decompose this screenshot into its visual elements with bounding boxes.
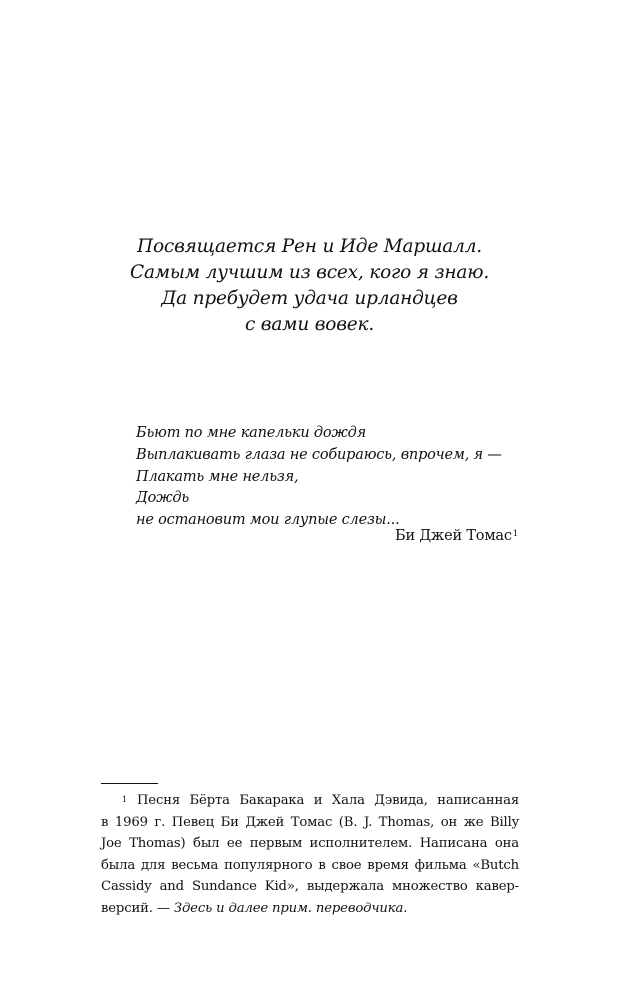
epigraph-author: Би Джей Томас <box>395 528 512 544</box>
epigraph <box>136 423 516 532</box>
epigraph-line: Бьют по мне капельки дождя <box>136 425 367 441</box>
footnote-translator-note: Здесь и далее прим. переводчика. <box>173 900 408 916</box>
footnote-line: Cassidy and Sundance Kid», выдержала множество кавер- <box>101 879 519 895</box>
footnote-line <box>101 898 519 920</box>
dedication <box>100 234 519 338</box>
epigraph-line: Плакать мне нельзя, <box>136 468 299 485</box>
dedication-line: Самым лучшим из всех, кого я знаю. <box>130 262 489 283</box>
footnote-last-plain: версий. — <box>101 900 174 916</box>
epigraph-line: Выплакивать глаза не собираюсь, впрочем, я — <box>136 446 502 463</box>
epigraph-line: Дождь <box>136 490 190 507</box>
epigraph-line: не остановит мои глупые слезы... <box>136 512 400 529</box>
dedication-line: Да пребудет удача ирландцев <box>161 288 458 309</box>
footnote-line: в 1969 г. Певец Би Джей Томас (B. J. Thomas, он же Billy <box>101 814 519 830</box>
footnote-line <box>101 790 519 812</box>
epigraph-attribution <box>395 526 518 546</box>
footnote-line: была для весьма популярного в свое время фильма «Butch <box>101 857 519 873</box>
footnote <box>101 790 519 920</box>
dedication-line: с вами вовек. <box>244 314 375 335</box>
footnote-rule <box>101 783 158 784</box>
footnote-mark: 1 <box>122 795 127 804</box>
dedication-line: Посвящается Рен и Иде Маршалл. <box>137 236 482 257</box>
footnote-line-text: Песня Бёрта Бакарака и Хала Дэвида, написанная <box>136 793 519 808</box>
footnote-reference: 1 <box>512 529 518 539</box>
footnote-line: Joe Thomas) был ее первым исполнителем. Написана она <box>101 836 519 852</box>
